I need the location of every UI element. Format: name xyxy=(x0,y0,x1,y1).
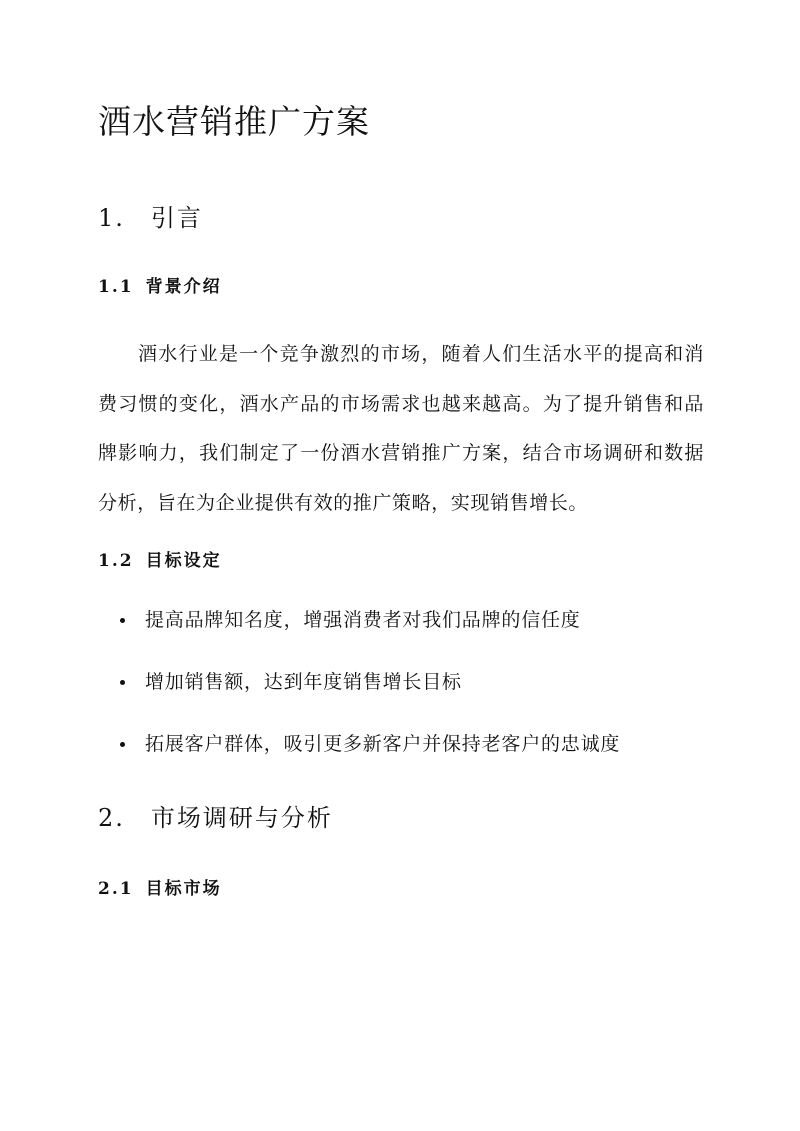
subsection-number: 1.2 xyxy=(98,551,134,571)
section-title: 市场调研与分析 xyxy=(150,804,333,832)
bullet-icon xyxy=(120,680,125,685)
subsection-heading-goals xyxy=(98,546,222,571)
section-title: 引言 xyxy=(150,204,203,232)
section-number: 1. xyxy=(98,204,125,232)
subsection-number: 1.1 xyxy=(98,277,134,297)
subsection-number: 2.1 xyxy=(98,879,134,899)
document-title: 酒水营销推广方案 xyxy=(98,102,370,141)
goals-list xyxy=(98,606,620,792)
section-heading-market-research xyxy=(98,798,333,833)
list-item-text: 拓展客户群体，吸引更多新客户并保持老客户的忠诚度 xyxy=(145,733,621,755)
subsection-heading-target-market xyxy=(98,874,222,899)
bullet-icon xyxy=(120,742,125,747)
list-item xyxy=(98,730,620,792)
bullet-icon xyxy=(120,618,125,623)
background-paragraph: 酒水行业是一个竞争激烈的市场，随着人们生活水平的提高和消费习惯的变化，酒水产品的市场需求也越来越高。为了提升销售和品牌影响力，我们制定了一份酒水营销推广方案，结合市场调研和数据分析，旨在为企业提供有效的推广策略，实现销售增长。 xyxy=(98,343,704,514)
subsection-heading-background xyxy=(98,272,222,297)
list-item-text: 增加销售额，达到年度销售增长目标 xyxy=(145,671,462,693)
subsection-title: 目标市场 xyxy=(145,879,222,899)
subsection-title: 目标设定 xyxy=(145,551,222,571)
list-item-text: 提高品牌知名度，增强消费者对我们品牌的信任度 xyxy=(145,609,581,631)
subsection-title: 背景介绍 xyxy=(145,277,222,297)
section-heading-introduction xyxy=(98,198,203,233)
section-number: 2. xyxy=(98,804,125,832)
list-item xyxy=(98,668,620,730)
list-item xyxy=(98,606,620,668)
